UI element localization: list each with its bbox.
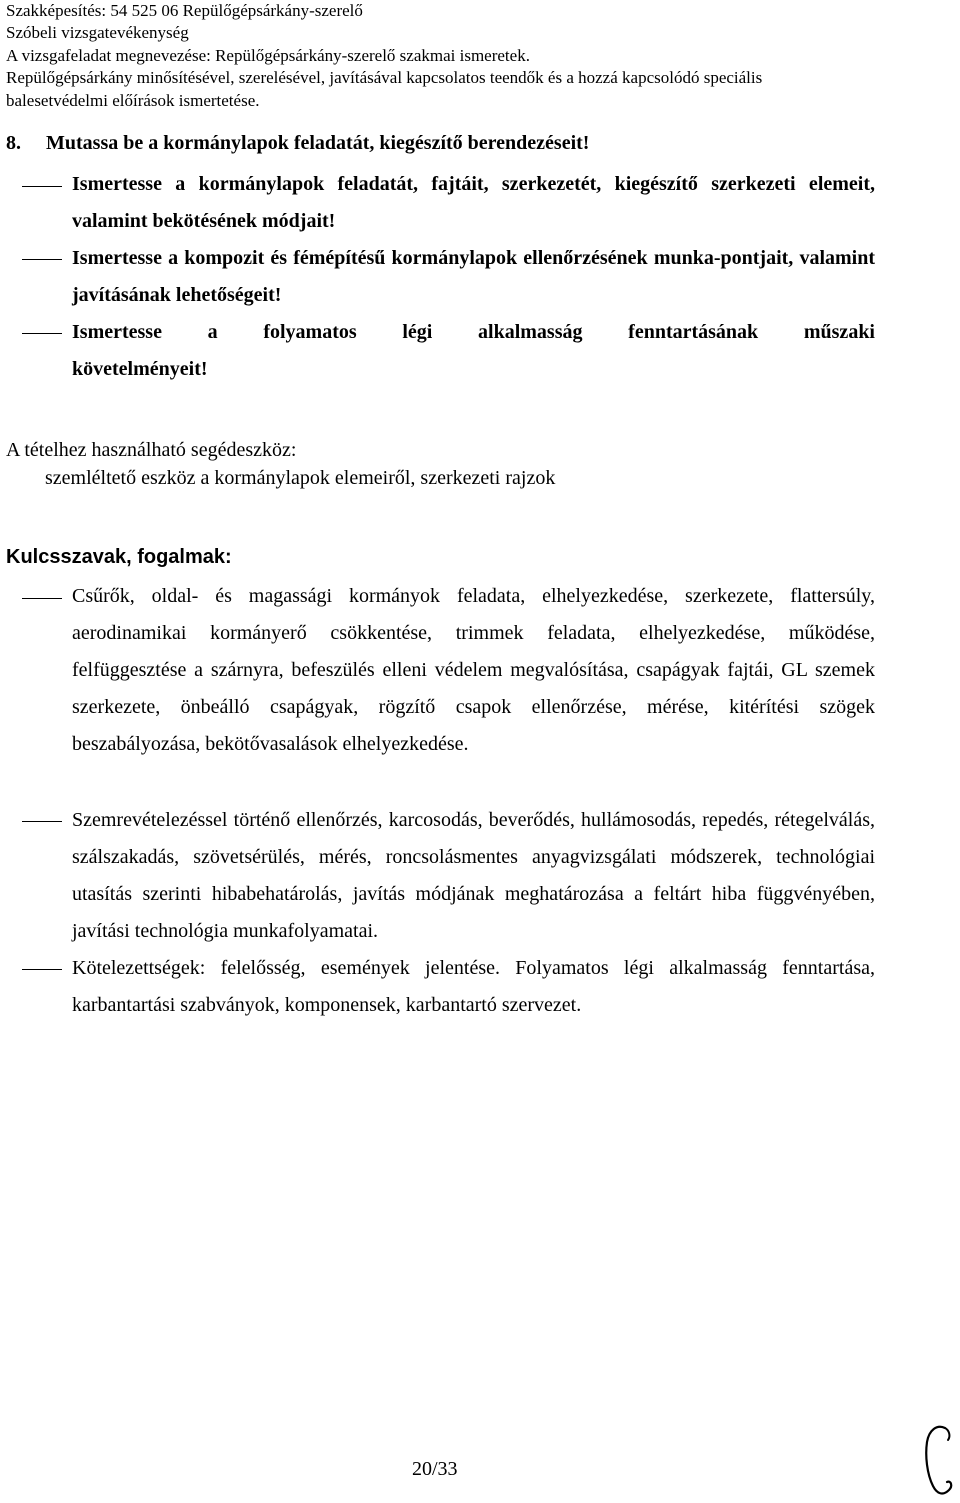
header-line-exam-activity: Szóbeli vizsgatevékenység — [6, 23, 189, 43]
aids-label: A tételhez használható segédeszköz: — [6, 439, 297, 461]
question-title — [6, 128, 936, 158]
keywords-label: Kulcsszavak, fogalmak: — [6, 546, 232, 568]
header-line-topic: Repülőgépsárkány minősítésével, szerelésével, javításával kapcsolatos teendők és a hozzá kapcsolódó speciális — [6, 68, 763, 88]
dash-bullet-icon — [22, 821, 62, 822]
task-item: Ismertesse a kompozit és fémépítésű kormánylapok ellenőrzésének munka-pontjait, valamint javításának lehetőségeit! — [72, 247, 875, 306]
dash-bullet-icon — [22, 259, 62, 260]
dash-bullet-icon — [22, 333, 62, 334]
dash-bullet-icon — [22, 186, 62, 187]
page-number: 20/33 — [412, 1458, 458, 1480]
question-title-text: Mutassa be a kormánylapok feladatát, kiegészítő berendezéseit! — [46, 132, 590, 154]
header-line-topic-cont: balesetvédelmi előírások ismertetése. — [6, 90, 260, 110]
header-line-qualification: Szakképesítés: 54 525 06 Repülőgépsárkány-szerelő — [6, 1, 363, 20]
dash-bullet-icon — [22, 598, 62, 599]
document-header — [6, 0, 946, 112]
aids-value: szemléltető eszköz a kormánylapok elemeiről, szerkezeti rajzok — [45, 467, 556, 489]
question-number: 8. — [6, 132, 21, 154]
task-item: Ismertesse a folyamatos légi alkalmasság fenntartásának műszaki követelményeit! — [72, 321, 875, 380]
task-item: Ismertesse a kormánylapok feladatát, fajtáit, szerkezetét, kiegészítő szerkezeti elemeit, valamint bekötésének módjait! — [72, 173, 875, 232]
header-line-task-name: A vizsgafeladat megnevezése: Repülőgépsárkány-szerelő szakmai ismeretek. — [6, 45, 530, 65]
dash-bullet-icon — [22, 969, 62, 970]
keyword-item: Kötelezettségek: felelősség, események jelentése. Folyamatos légi alkalmasság fenntartása, karbantartási szabványok, komponensek, karbantartó szervezet. — [72, 957, 875, 1016]
keyword-item: Csűrők, oldal- és magassági kormányok feladata, elhelyezkedése, szerkezete, flattersúly, aerodinamikai kormányerő csökkentése, trimmek feladata, elhelyezkedése, működése, felfüggesztése a szárnyra, befeszülés elleni védelem megvalósítása, csapágyak fajtái, GL szemek szerkezete, önbeálló csapágyak, rögzítő csapok ellenőrzése, mérése, kitérítési szögek beszabályozása, bekötővasalások elhelyezkedése. — [72, 585, 875, 755]
handwritten-signature-icon — [915, 1420, 960, 1500]
keyword-item: Szemrevételezéssel történő ellenőrzés, karcosodás, beverődés, hullámosodás, repedés, rétegelválás, szálszakadás, szövetsérülés, mérés, roncsolásmentes anyagvizsgálati módszerek, technológiai utasítás szerinti hibabehatárolás, javítás módjának meghatározása a feltárt hiba függvényében, javítási technológia munkafolyamatai. — [72, 809, 875, 942]
